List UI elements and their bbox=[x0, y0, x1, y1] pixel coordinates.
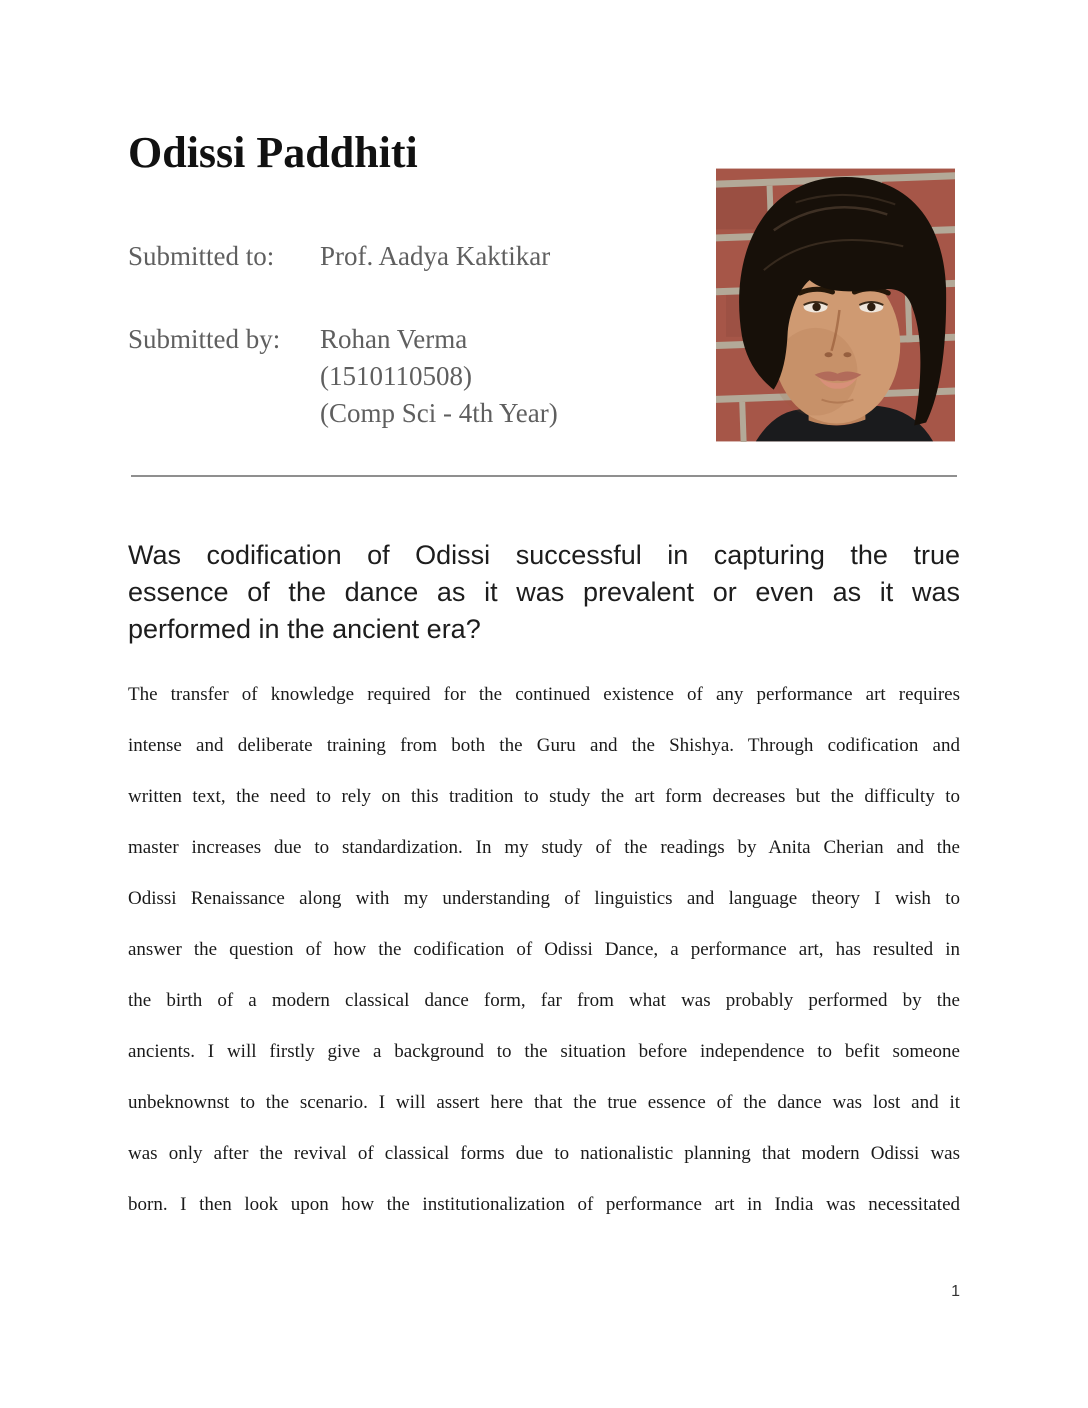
submitted-to-value: Prof. Aadya Kaktikar bbox=[320, 241, 551, 271]
page-number: 1 bbox=[951, 1283, 960, 1300]
question-line: Was codification of Odissi successful in capturing the true bbox=[128, 540, 960, 570]
portrait-illustration bbox=[716, 168, 955, 442]
body-line: was only after the revival of classical forms due to nationalistic planning that modern Odissi was bbox=[128, 1143, 960, 1164]
submitted-by-value bbox=[320, 321, 558, 432]
submitted-to-row bbox=[128, 238, 688, 275]
body-line: unbeknownst to the scenario. I will assert here that the true essence of the dance was lost and it bbox=[128, 1092, 960, 1113]
body-line: master increases due to standardization. In my study of the readings by Anita Cherian and the bbox=[128, 837, 960, 858]
page-title: Odissi Paddhiti bbox=[128, 128, 418, 177]
submitted-by-roll-number: (1510110508) bbox=[320, 361, 472, 391]
question-line: performed in the ancient era? bbox=[128, 614, 481, 644]
submitted-by-row bbox=[128, 321, 688, 432]
body-line: The transfer of knowledge required for the continued existence of any performance art requires bbox=[128, 684, 960, 705]
horizontal-rule bbox=[131, 475, 957, 477]
submitted-to-label: Submitted to: bbox=[128, 241, 275, 271]
body-paragraph bbox=[128, 669, 960, 1230]
student-portrait-photo bbox=[716, 168, 955, 442]
question-heading bbox=[128, 537, 960, 648]
body-line: the birth of a modern classical dance form, far from what was probably performed by the bbox=[128, 990, 960, 1011]
body-line: born. I then look upon how the institutionalization of performance art in India was necessitated bbox=[128, 1194, 960, 1215]
body-line: ancients. I will firstly give a background to the situation before independence to befit someone bbox=[128, 1041, 960, 1062]
submitted-by-name: Rohan Verma bbox=[320, 324, 468, 354]
body-line: Odissi Renaissance along with my understanding of linguistics and language theory I wish to bbox=[128, 888, 960, 909]
body-line: written text, the need to rely on this tradition to study the art form decreases but the difficulty to bbox=[128, 786, 960, 807]
body-line: intense and deliberate training from both the Guru and the Shishya. Through codification and bbox=[128, 735, 960, 756]
submitted-by-label: Submitted by: bbox=[128, 324, 281, 354]
question-line: essence of the dance as it was prevalent or even as it was bbox=[128, 577, 960, 607]
body-line: answer the question of how the codification of Odissi Dance, a performance art, has resulted in bbox=[128, 939, 960, 960]
submitted-by-program: (Comp Sci - 4th Year) bbox=[320, 398, 558, 428]
